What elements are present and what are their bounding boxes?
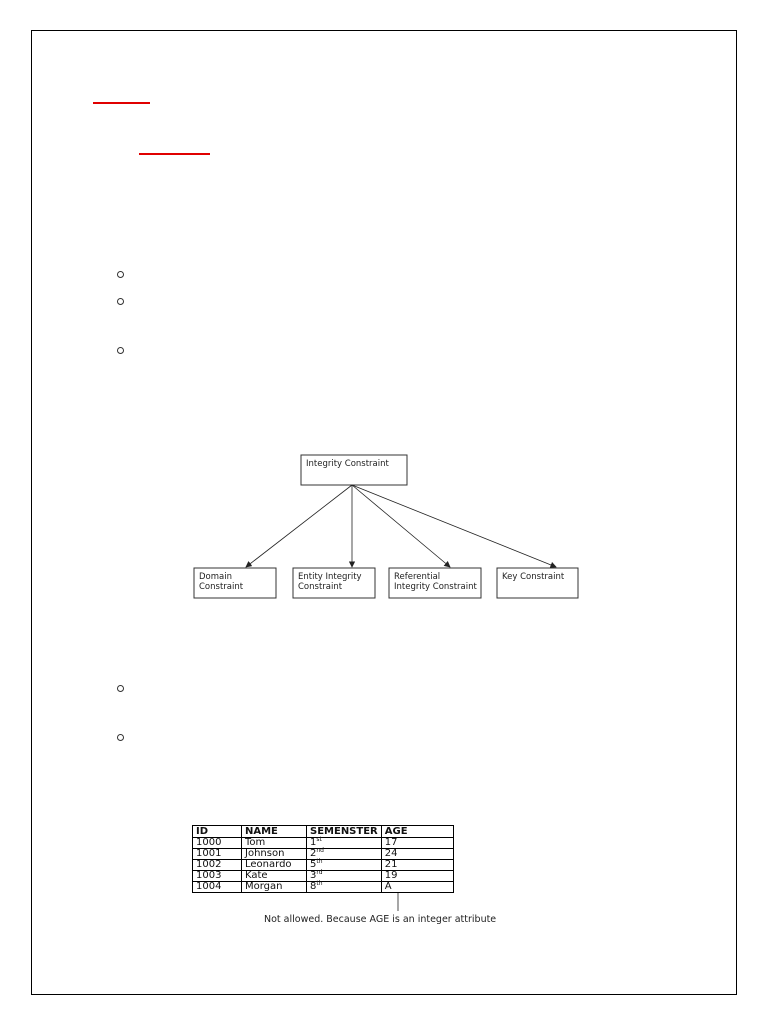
ordinal-suffix: rd <box>316 869 323 876</box>
connector-arrow <box>352 485 450 567</box>
student-table <box>192 825 454 893</box>
table-header-cell: ID <box>193 826 242 838</box>
child-node-label-line: Constraint <box>298 582 343 592</box>
ordinal-suffix: th <box>316 880 323 887</box>
table-header-cell: AGE <box>381 826 453 838</box>
root-node-label: Integrity Constraint <box>306 459 389 469</box>
table-header-row <box>193 826 454 838</box>
child-node-label-line: Constraint <box>199 582 244 592</box>
table-row <box>193 871 454 882</box>
table-cell: 1000 <box>193 838 242 849</box>
child-node-label <box>298 572 362 592</box>
table-cell: Leonardo <box>242 860 307 871</box>
semester-number: 2 <box>310 848 317 859</box>
table-cell: 19 <box>381 871 453 882</box>
child-node-label <box>199 572 243 592</box>
table-cell: A <box>381 882 453 893</box>
table-cell: Johnson <box>242 849 307 860</box>
table-header-cell: SEMENSTER <box>307 826 382 838</box>
child-node-label-line: Referential <box>394 572 441 582</box>
table-cell: 1002 <box>193 860 242 871</box>
ordinal-suffix: th <box>316 858 323 865</box>
table-cell: 24 <box>381 849 453 860</box>
semester-number: 5 <box>310 859 317 870</box>
child-node-label <box>394 572 477 592</box>
child-node-label-line: Domain <box>199 572 232 582</box>
semester-number: 3 <box>310 870 317 881</box>
table-cell: 17 <box>381 838 453 849</box>
connector-arrow <box>246 485 352 567</box>
table-row <box>193 849 454 860</box>
table-cell: 1003 <box>193 871 242 882</box>
child-node-label-line: Integrity Constraint <box>394 582 477 592</box>
table-cell: Morgan <box>242 882 307 893</box>
ordinal-suffix: st <box>316 836 322 843</box>
table-cell: Tom <box>242 838 307 849</box>
child-node-label-line: Entity Integrity <box>298 572 362 582</box>
table-header-cell: NAME <box>242 826 307 838</box>
table-row <box>193 860 454 871</box>
connector-arrow <box>352 485 556 567</box>
table-cell: 21 <box>381 860 453 871</box>
table-row <box>193 882 454 893</box>
ordinal-suffix: nd <box>316 847 324 854</box>
semester-number: 8 <box>310 881 317 892</box>
child-node-label <box>502 572 564 582</box>
table-cell: Kate <box>242 871 307 882</box>
table-note: Not allowed. Because AGE is an integer attribute <box>264 914 497 925</box>
child-node-label-line: Key Constraint <box>502 572 565 582</box>
semester-number: 1 <box>310 837 317 848</box>
table-cell <box>307 882 382 893</box>
table-cell: 1001 <box>193 849 242 860</box>
table-cell: 1004 <box>193 882 242 893</box>
